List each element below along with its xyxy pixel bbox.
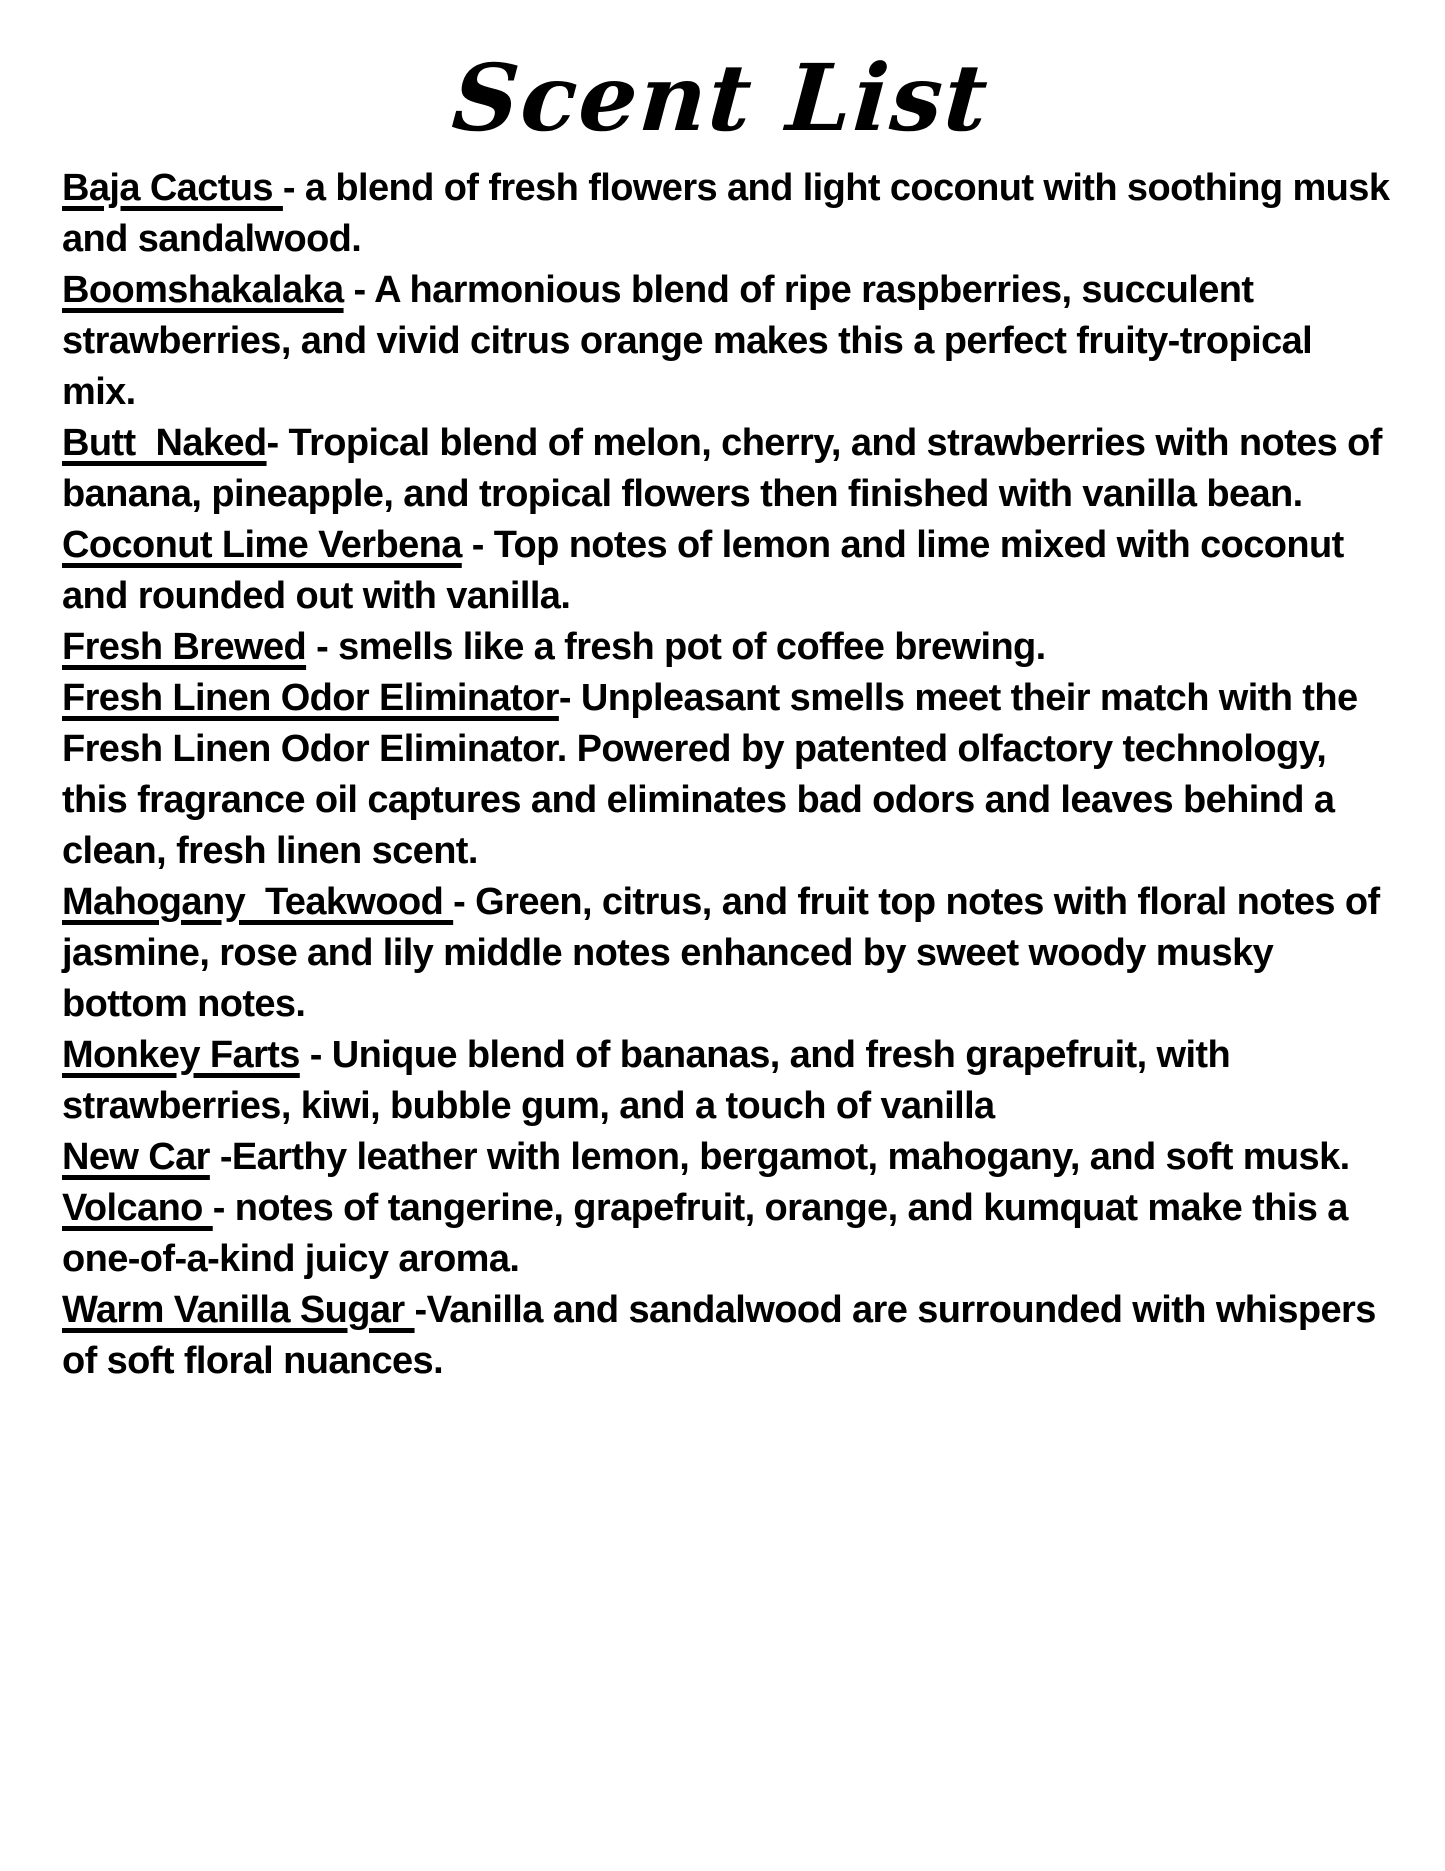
- scent-entry: [62, 520, 1390, 622]
- scent-name: Boomshakalaka: [62, 269, 344, 312]
- scent-description: - Top notes of lemon and lime mixed with coconut and rounded out with vanilla.: [62, 524, 1354, 618]
- scent-description: - Unpleasant smells meet their match with the Fresh Linen Odor Eliminator. Powered by patented olfactory technology, this fragrance oil captures and eliminates bad odors and leaves behind a clean, fresh linen scent.: [62, 677, 1368, 873]
- scent-description: - Unique blend of bananas, and fresh grapefruit, with strawberries, kiwi, bubble gum, and a touch of vanilla: [62, 1034, 1241, 1128]
- scent-entry: [62, 418, 1390, 520]
- scent-entry: [62, 265, 1390, 418]
- scent-name: Coconut Lime Verbena: [62, 524, 462, 567]
- scent-name: Fresh Linen Odor Eliminator: [62, 677, 559, 720]
- scent-name: New Car: [62, 1136, 210, 1179]
- scent-entry: [62, 163, 1400, 265]
- scent-name: Warm Vanilla Sugar: [62, 1289, 415, 1332]
- page-title: Scent List: [448, 44, 993, 152]
- scent-description: - smells like a fresh pot of coffee brewing.: [306, 626, 1046, 669]
- scent-description: -Earthy leather with lemon, bergamot, mahogany, and soft musk.: [209, 1136, 1350, 1179]
- scent-description: -Vanilla and sandalwood are surrounded with whispers of soft floral nuances.: [62, 1289, 1386, 1383]
- scent-description: - Green, citrus, and fruit top notes with floral notes of jasmine, rose and lily middle notes enhanced by sweet woody musky bottom notes.: [62, 881, 1390, 1026]
- scent-description: - A harmonious blend of ripe raspberries, succulent strawberries, and vivid citrus orange makes this a perfect fruity-tropical mix.: [62, 269, 1323, 414]
- scent-entry: [62, 622, 1390, 673]
- scent-entry: [62, 1132, 1390, 1183]
- scent-entry: [62, 1030, 1390, 1132]
- scent-description: - a blend of fresh flowers and light coconut with soothing musk and sandalwood.: [62, 167, 1400, 261]
- scent-name: Monkey Farts: [62, 1034, 300, 1077]
- scent-entry: [62, 673, 1390, 877]
- scent-name: Baja Cactus: [62, 167, 283, 210]
- scent-entry: [62, 877, 1390, 1030]
- scent-name: Mahogany Teakwood: [62, 881, 454, 924]
- scent-description: - Tropical blend of melon, cherry, and strawberries with notes of banana, pineapple, and tropical flowers then finished with vanilla bean.: [62, 422, 1392, 516]
- scent-name: Butt Naked: [62, 422, 267, 465]
- scent-name: Fresh Brewed: [62, 626, 307, 669]
- scent-name: Volcano: [62, 1187, 213, 1230]
- scent-entry: [62, 1285, 1390, 1387]
- scent-list: [0, 149, 1445, 1387]
- scent-description: - notes of tangerine, grapefruit, orange, and kumquat make this a one-of-a-kind juicy aroma.: [62, 1187, 1358, 1281]
- scent-entry: [62, 1183, 1390, 1285]
